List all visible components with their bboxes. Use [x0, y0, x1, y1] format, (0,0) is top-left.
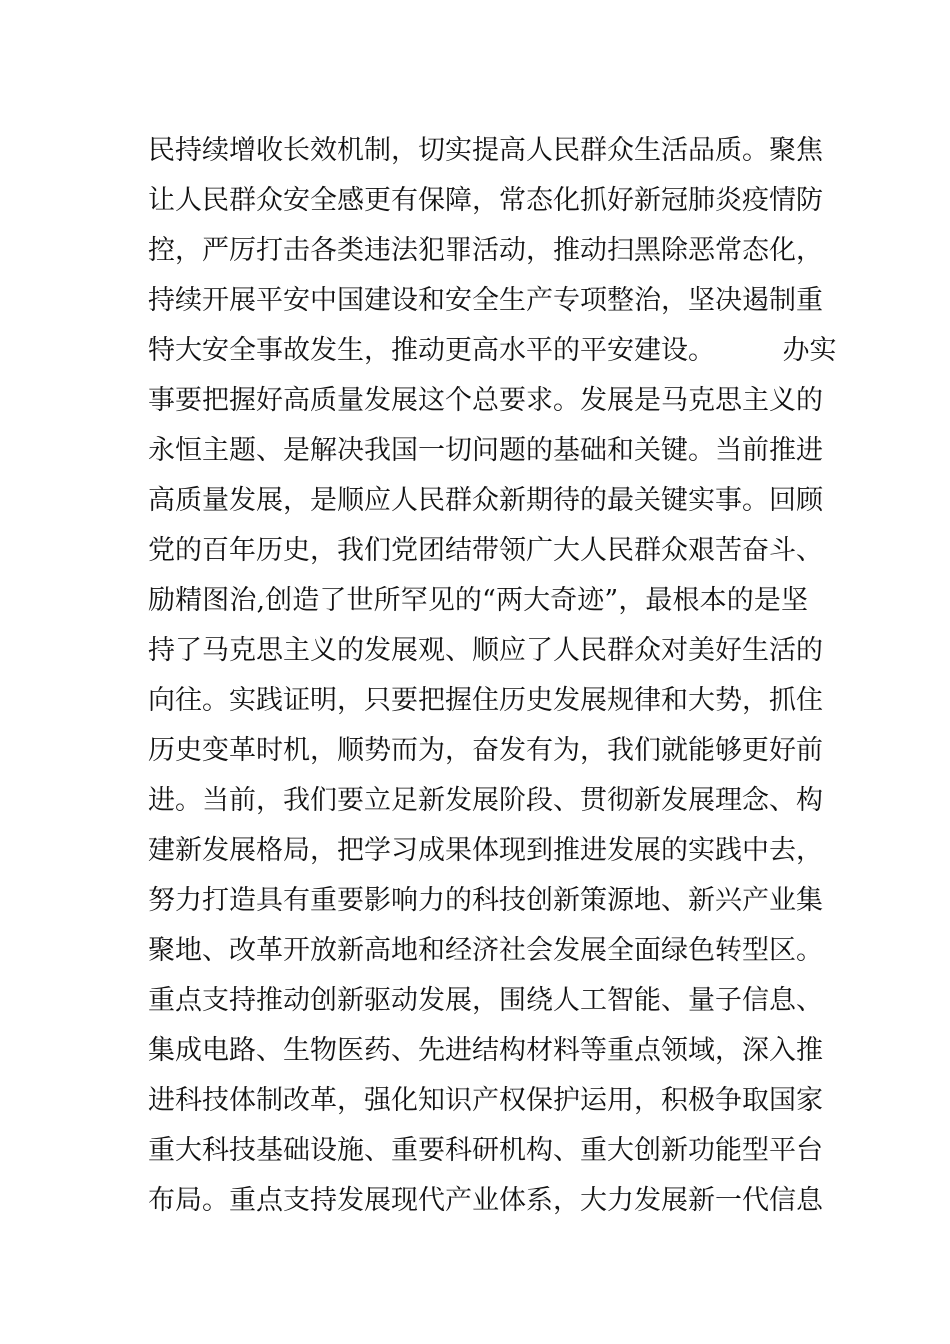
text-line: 向往。实践证明，只要把握住历史发展规律和大势，抓住	[148, 685, 823, 716]
text-line: 让人民群众安全感更有保障，常态化抓好新冠肺炎疫情防	[148, 185, 823, 216]
text-line: 集成电路、生物医药、先进结构材料等重点领域，深入推	[148, 1035, 823, 1066]
text-line: 民持续增收长效机制，切实提高人民群众生活品质。聚焦	[148, 135, 823, 166]
text-line: 特大安全事故发生，推动更高水平的平安建设。 办实	[148, 335, 837, 366]
text-line: 进科技体制改革，强化知识产权保护运用，积极争取国家	[148, 1085, 823, 1116]
text-line: 党的百年历史，我们党团结带领广大人民群众艰苦奋斗、	[148, 535, 823, 566]
text-line: 励精图治,创造了世所罕见的“两大奇迹”，最根本的是坚	[148, 585, 808, 616]
text-line: 建新发展格局，把学习成果体现到推进发展的实践中去，	[148, 835, 823, 866]
text-line: 重点支持推动创新驱动发展，围绕人工智能、量子信息、	[148, 985, 823, 1016]
text-line: 进。当前，我们要立足新发展阶段、贯彻新发展理念、构	[148, 785, 823, 816]
text-line: 高质量发展，是顺应人民群众新期待的最关键实事。回顾	[148, 485, 823, 516]
text-line: 布局。重点支持发展现代产业体系，大力发展新一代信息	[148, 1185, 823, 1216]
text-line: 控，严厉打击各类违法犯罪活动，推动扫黑除恶常态化，	[148, 235, 823, 266]
text-line: 永恒主题、是解决我国一切问题的基础和关键。当前推进	[148, 435, 823, 466]
text-line: 历史变革时机，顺势而为，奋发有为，我们就能够更好前	[148, 735, 823, 766]
body-text	[148, 126, 837, 1226]
text-line: 持了马克思主义的发展观、顺应了人民群众对美好生活的	[148, 635, 823, 666]
text-line: 重大科技基础设施、重要科研机构、重大创新功能型平台	[148, 1135, 823, 1166]
text-line: 聚地、改革开放新高地和经济社会发展全面绿色转型区。	[148, 935, 823, 966]
text-line: 努力打造具有重要影响力的科技创新策源地、新兴产业集	[148, 885, 823, 916]
text-line: 持续开展平安中国建设和安全生产专项整治，坚决遏制重	[148, 285, 823, 316]
text-line: 事要把握好高质量发展这个总要求。发展是马克思主义的	[148, 385, 823, 416]
